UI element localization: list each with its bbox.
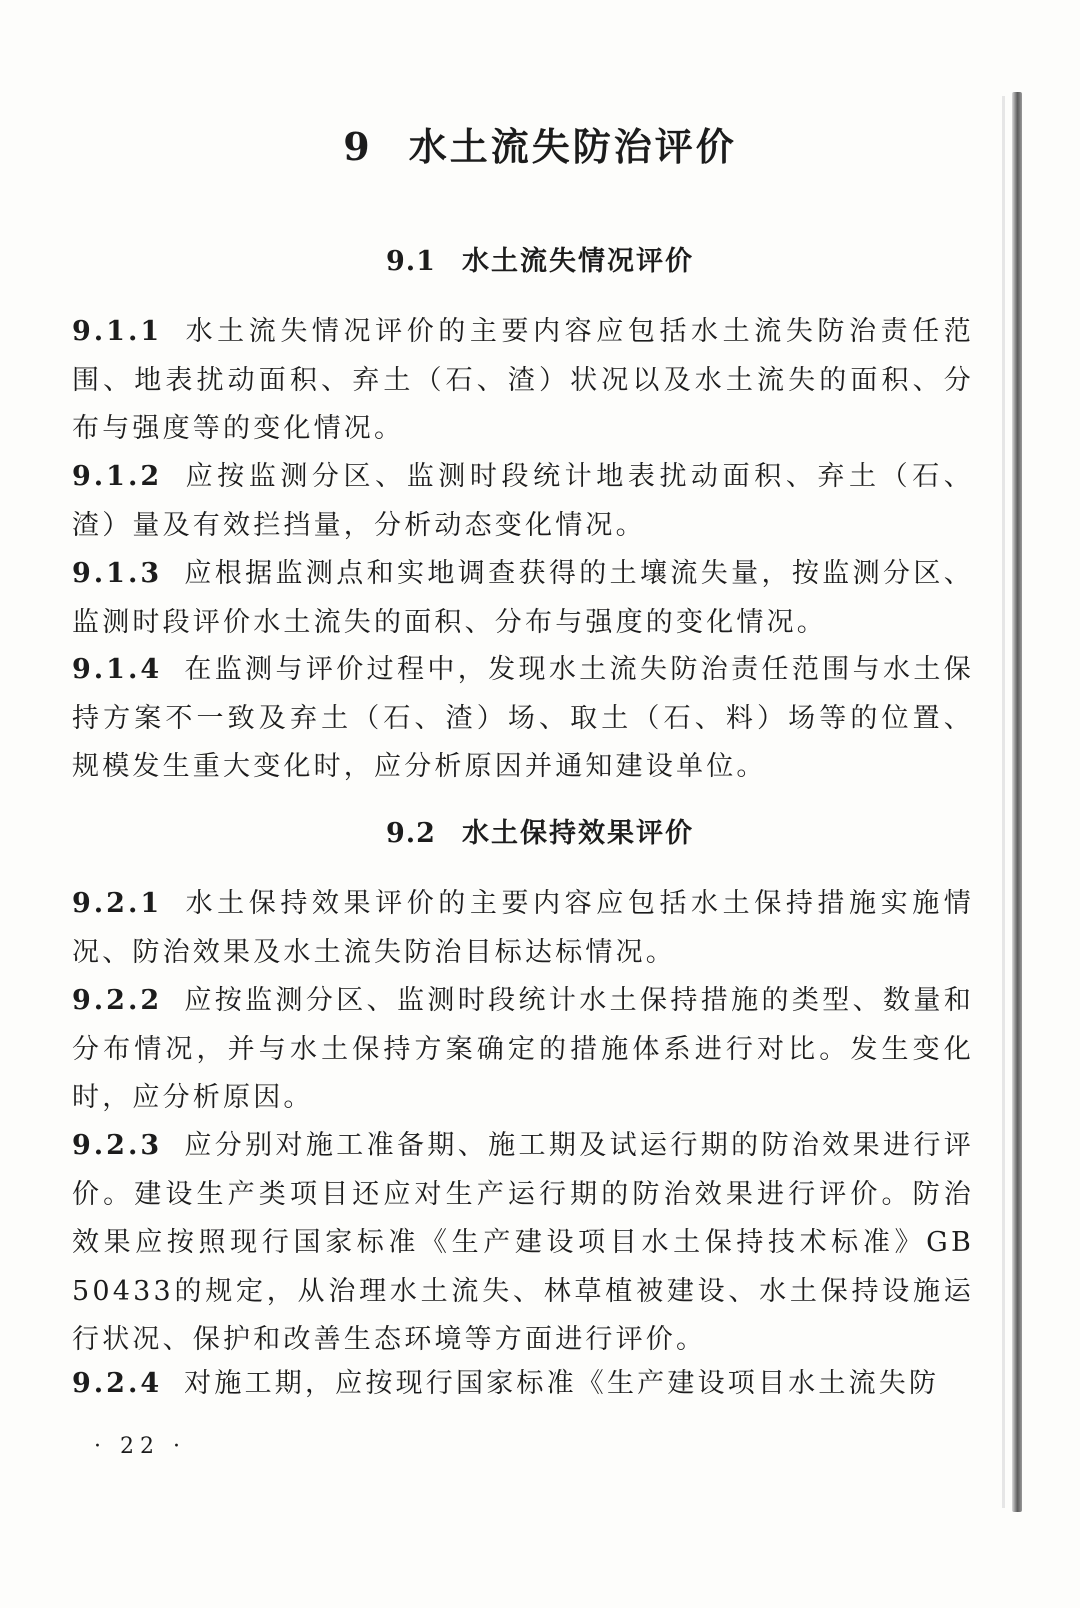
section-number: 9.1 xyxy=(386,246,436,277)
clause-9-2-1 xyxy=(72,880,974,977)
clause-number: 9.2.4 xyxy=(72,1368,163,1399)
clause-text: 应按监测分区、监测时段统计水土保持措施的类型、数量和分布情况，并与水土保持方案确定的措施体系进行对比。发生变化时，应分析原因。 xyxy=(72,985,974,1113)
clause-number: 9.2.1 xyxy=(72,888,163,919)
clause-text: 在监测与评价过程中，发现水土流失防治责任范围与水土保持方案不一致及弃土（石、渣）场、取土（石、料）场等的位置、规模发生重大变化时，应分析原因并通知建设单位。 xyxy=(72,654,974,782)
page-number: · 22 · xyxy=(94,1434,186,1459)
chapter-number: 9 xyxy=(343,124,373,169)
clause-number: 9.1.1 xyxy=(72,316,163,347)
section-title-9-1 xyxy=(0,242,1080,282)
chapter-title-text: 水土流失防治评价 xyxy=(408,124,737,169)
chapter-title xyxy=(0,120,1080,174)
clause-number: 9.1.4 xyxy=(72,654,163,685)
clause-number: 9.2.2 xyxy=(72,985,163,1016)
clause-text: 应根据监测点和实地调查获得的土壤流失量，按监测分区、监测时段评价水土流失的面积、分布与强度的变化情况。 xyxy=(72,558,974,638)
clause-text: 水土保持效果评价的主要内容应包括水土保持措施实施情况、防治效果及水土流失防治目标达标情况。 xyxy=(72,888,974,968)
clause-9-2-4 xyxy=(72,1360,974,1409)
clause-number: 9.1.2 xyxy=(72,461,163,492)
book-spine-shadow xyxy=(1012,92,1022,1512)
clause-number: 9.2.3 xyxy=(72,1130,163,1161)
clause-9-1-2 xyxy=(72,453,974,550)
clause-text: 对施工期，应按现行国家标准《生产建设项目水土流失防 xyxy=(184,1368,940,1399)
section-number: 9.2 xyxy=(386,818,436,849)
clause-text: 应分别对施工准备期、施工期及试运行期的防治效果进行评价。建设生产类项目还应对生产运行期的防治效果进行评价。防治效果应按照现行国家标准《生产建设项目水土保持技术标准》GB 50433的规定，从治理水土流失、林草植被建设、水土保持设施运行状况、保护和改善生态环境等方面进行评价。 xyxy=(72,1130,974,1355)
clause-9-1-3 xyxy=(72,550,974,647)
clause-9-1-4 xyxy=(72,646,974,792)
section-title-text: 水土流失情况评价 xyxy=(461,246,694,277)
clause-text: 水土流失情况评价的主要内容应包括水土流失防治责任范围、地表扰动面积、弃土（石、渣）状况以及水土流失的面积、分布与强度等的变化情况。 xyxy=(72,316,974,444)
section-title-text: 水土保持效果评价 xyxy=(461,818,694,849)
clause-9-2-3 xyxy=(72,1122,974,1365)
section-title-9-2 xyxy=(0,814,1080,854)
clause-number: 9.1.3 xyxy=(72,558,163,589)
clause-text: 应按监测分区、监测时段统计地表扰动面积、弃土（石、渣）量及有效拦挡量，分析动态变化情况。 xyxy=(72,461,974,541)
page-edge-shadow xyxy=(1002,96,1005,1508)
clause-9-2-2 xyxy=(72,977,974,1123)
clause-9-1-1 xyxy=(72,308,974,454)
